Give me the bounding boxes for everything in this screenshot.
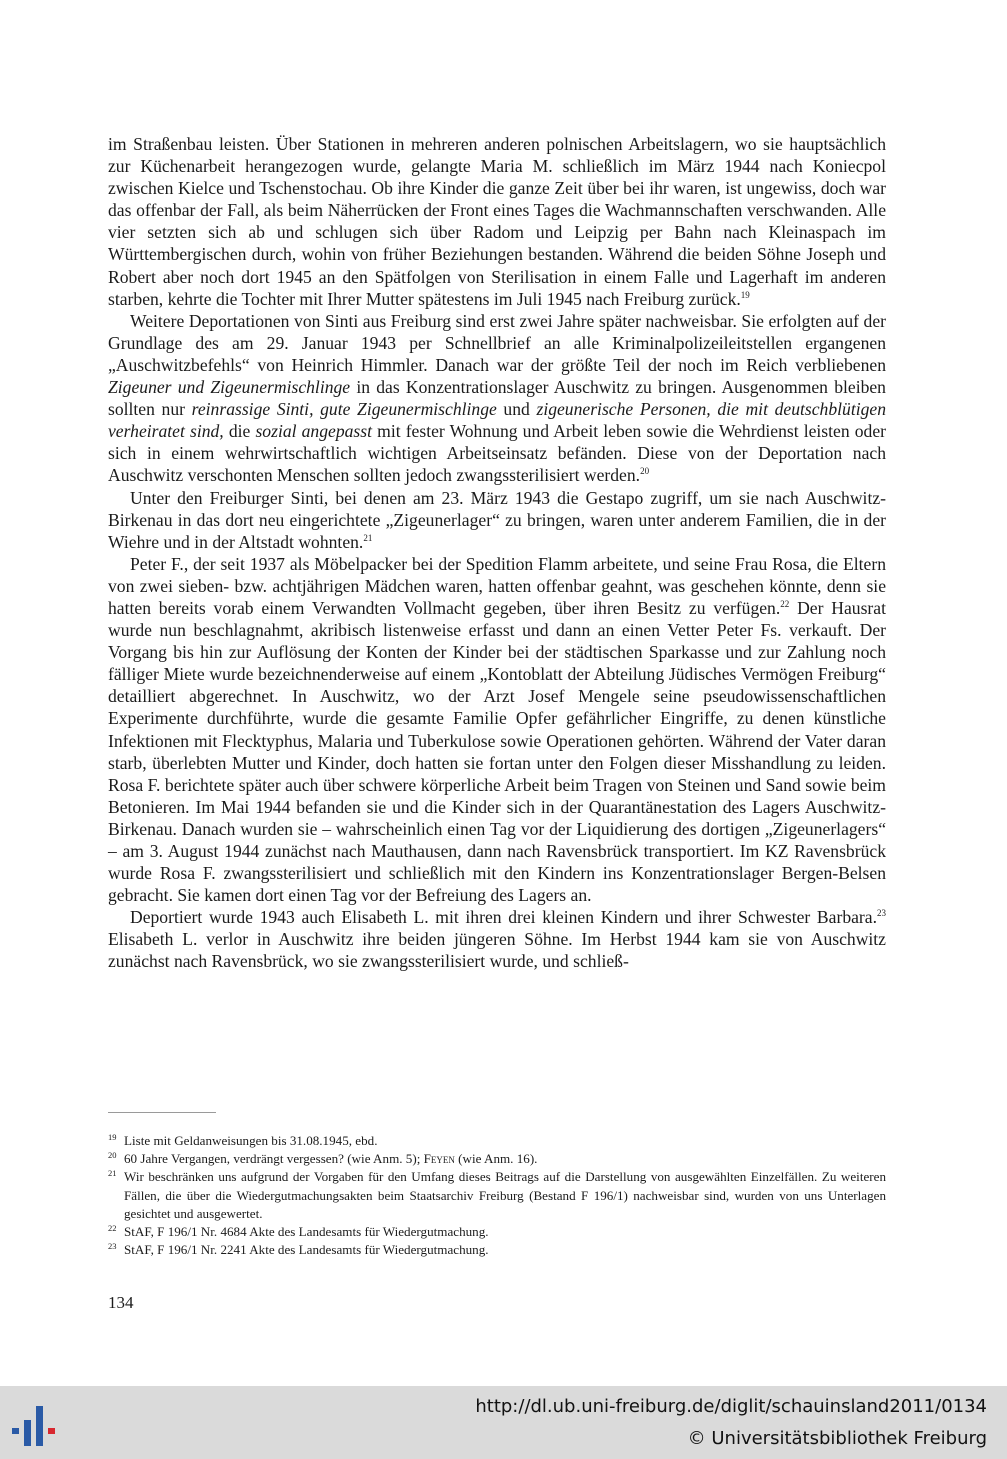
text-run: Wir beschränken uns aufgrund der Vorgaben für den Umfang dieses Beitrags auf die Darstellung von ausgewählten Einzelfällen. Zu weiteren Fällen, die über die Wiedergutmachungsakten beim Staatsarchiv Freiburg (Bestand F 196/1) nachweisbar sind, wurden von uns Unterlagen gesichtet und ausgewertet. — [124, 1169, 886, 1221]
footnote — [108, 1150, 886, 1168]
text-run: Unter den Freiburger Sinti, bei denen am 23. März 1943 die Gestapo zugriff, um sie nach Auschwitz-Birkenau in das dort neu eingerichtete „Zigeunerlager“ zu bringen, waren unter anderem Familien, die in der Wiehre und in der Altstadt wohnten. — [108, 487, 886, 552]
ub-freiburg-logo-icon[interactable] — [8, 1402, 66, 1446]
body-text — [108, 133, 886, 973]
library-banner — [0, 1386, 1007, 1459]
text-run: Peter F., der seit 1937 als Möbelpacker bei der Spedition Flamm arbeitete, und seine Frau Rosa, die Eltern von zwei sieben- bzw. achtjährigen Mädchen waren, hatten offenbar geahnt, was geschehen könnte, denn sie hatten bereits vorab einem Verwandten Vollmacht gegeben, über ihren Besitz zu verfügen. — [108, 553, 886, 618]
footnote-ref: 20 — [640, 466, 650, 477]
text-run: StAF, F 196/1 Nr. 2241 Akte des Landesamts für Wiedergutmachung. — [124, 1242, 489, 1258]
text-run: Elisabeth L. verlor in Auschwitz ihre beiden jüngeren Söhne. Im Herbst 1944 kam sie von Auschwitz zunächst nach Ravensbrück, wo sie zwangssterilisiert wurde, und schließ- — [108, 929, 886, 972]
footnote — [108, 1132, 886, 1150]
footnote — [108, 1168, 886, 1223]
paragraph — [108, 133, 886, 310]
italic-text: reinrassige Sinti, gute Zigeunermischlinge — [191, 399, 497, 420]
footnote-number: 21 — [108, 1168, 117, 1179]
text-run: in das Konzentrationslager Auschwitz zu bringen. Ausgenommen bleiben sollten nur — [108, 377, 886, 420]
footnote-separator — [108, 1112, 216, 1113]
text-run: (wie Anm. 16). — [454, 1151, 538, 1167]
logo-bar — [36, 1406, 43, 1446]
footnote — [108, 1241, 886, 1259]
text-run: Der Hausrat wurde nun beschlagnahmt, akribisch listenweise erfasst und dann an einen Vetter Peter Fs. verkauft. Der Vorgang bis hin zur Auflösung der Konten der Kinder bei der städtischen Sparkasse und zur Zahlung noch fälliger Miete wurde bezeichnenderweise auf einem „Kontoblatt der Abteilung Jüdisches Vermögen Freiburg“ detailliert abgerechnet. In Auschwitz, wo der Arzt Josef Mengele seine pseudowissenschaftlichen Experimente durchführte, wurde die gesamte Familie Opfer gefährlicher Eingriffe, zu denen künstliche Infektionen mit Flecktyphus, Malaria und Tuberkulose sowie Operationen gehörten. Während der Vater daran starb, überlebten Mutter und Kinder, doch hatten sie fortan unter den Folgen dieser Misshandlung zu leiden. Rosa F. berichtete später auch über schwere körperliche Arbeit beim Tragen von Steinen und Sand sowie beim Betonieren. Im Mai 1944 befanden sie und die Kinder sich in der Quarantänestation des Lagers Auschwitz-Birkenau. Danach wurden sie – wahrscheinlich einen Tag vor der Liquidierung des dortigen „Zigeunerlagers“ – am 3. August 1944 zunächst nach Mauthausen, dann nach Ravensbrück transportiert. Im KZ Ravensbrück wurde Rosa F. zwangssterilisiert und schließlich mit den Kindern ins Konzentrationslager Bergen-Belsen gebracht. Sie kamen dort einen Tag vor der Befreiung des Lagers an. — [108, 597, 886, 906]
logo-bar — [24, 1420, 31, 1446]
footnote-ref: 23 — [877, 908, 886, 919]
italic-text: sozial angepasst — [255, 421, 373, 442]
footnotes — [108, 1132, 886, 1259]
footnote-number: 20 — [108, 1150, 117, 1161]
text-run: im Straßenbau leisten. Über Stationen in mehreren anderen polnischen Arbeitslagern, wo sie hauptsächlich zur Küchenarbeit herangezogen wurde, gelangte Maria M. schließlich im März 1944 nach Koniecpol zwischen Kielce und Tschenstochau. Ob ihre Kinder die ganze Zeit über bei ihr waren, ist ungewiss, doch war das offenbar der Fall, als beim Näherrücken der Front eines Tages die Wachmannschaften verschwanden. Alle vier setzten sich ab und schlugen sich über Radom und Leipzig per Bahn nach Kleinaspach im Württembergischen durch, wohin von früher Beziehungen bestanden. Während die beiden Söhne Joseph und Robert aber noch dort 1945 an den Spätfolgen von Sterilisation in einem Falle und Lagerhaft im anderen starben, kehrte die Tochter mit Ihrer Mutter spätestens im Juli 1945 nach Freiburg zurück. — [108, 134, 886, 309]
text-run: Liste mit Geldanweisungen bis 31.08.1945, ebd. — [124, 1133, 378, 1148]
author-name: Feyen — [423, 1151, 455, 1167]
copyright-notice: © Universitätsbibliothek Freiburg — [687, 1428, 987, 1449]
text-run: Weitere Deportationen von Sinti aus Freiburg sind erst zwei Jahre später nachweisbar. Sie erfolgten auf der Grundlage des am 29. Januar 1943 per Schnellbrief an alle Kriminalpolizeileitstellen ergangenen „Auschwitzbefehls“ von Heinrich Himmler. Danach war der größte Teil der noch im Reich verbliebenen — [108, 310, 886, 375]
paragraph — [108, 487, 886, 553]
paragraph — [108, 310, 886, 487]
paragraph — [108, 906, 886, 972]
logo-bar — [48, 1428, 55, 1434]
text-run: und — [496, 399, 537, 420]
footnote — [108, 1223, 886, 1241]
text-run: mit fester Wohnung und Arbeit leben sowie die Wehrdienst leisten oder sich in einem wehrwirtschaftlich wichtigen Arbeitseinsatz befänden. Diese von der Deportation nach Auschwitz verschonten Menschen sollten jedoch zwangssterilisiert werden. — [108, 421, 887, 486]
footnote-number: 22 — [108, 1223, 117, 1234]
text-run: Deportiert wurde 1943 auch Elisabeth L. mit ihren drei kleinen Kindern und ihrer Schwester Barbara. — [130, 907, 877, 928]
footnote-number: 23 — [108, 1241, 117, 1252]
footnote-number: 19 — [108, 1132, 117, 1142]
text-run: 60 Jahre Vergangen, verdrängt vergessen? (wie Anm. 5); — [124, 1151, 424, 1167]
text-run: die — [223, 421, 256, 442]
footnote-ref: 22 — [780, 598, 790, 609]
paragraph — [108, 553, 886, 907]
text-run: StAF, F 196/1 Nr. 4684 Akte des Landesamts für Wiedergutmachung. — [124, 1224, 489, 1240]
page-number: 134 — [108, 1293, 134, 1312]
footnote-ref: 19 — [740, 289, 750, 300]
italic-text: zigeunerische Personen, die mit deutschblütigen verheiratet sind, — [108, 399, 886, 442]
italic-text: Zigeuner und Zigeunermischlinge — [108, 377, 351, 398]
document-url-link[interactable]: http://dl.ub.uni-freiburg.de/diglit/schauinsland2011/0134 — [475, 1396, 987, 1417]
logo-bar — [12, 1428, 19, 1434]
footnote-ref: 21 — [363, 532, 373, 543]
